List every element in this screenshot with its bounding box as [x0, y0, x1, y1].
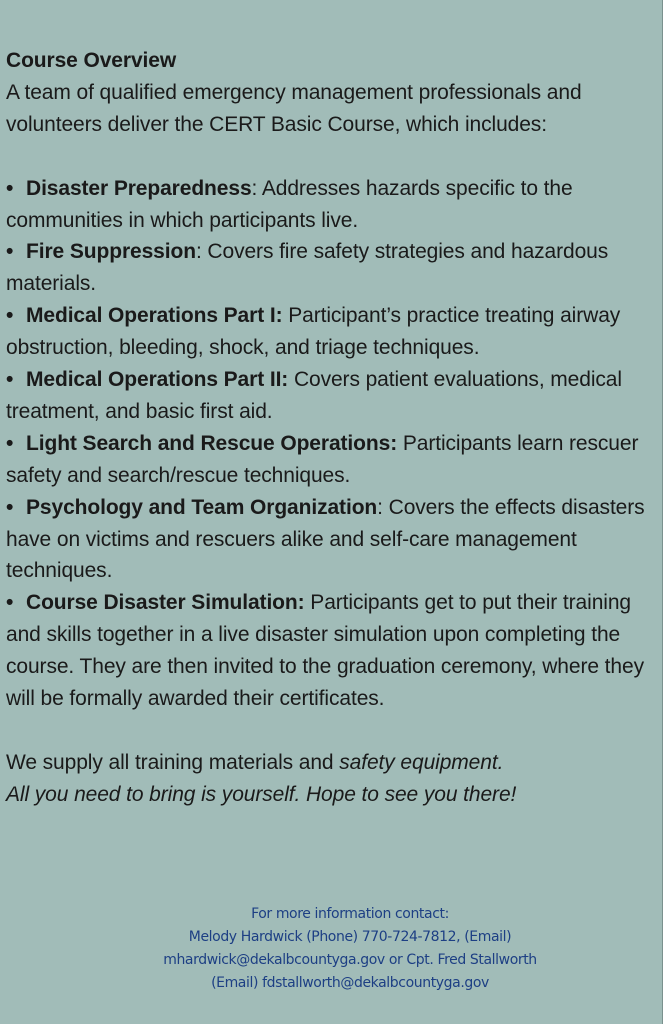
contact-line-phone: Melody Hardwick (Phone) 770-724-7812, (Email): [188, 929, 512, 945]
contact-line-email: mhardwick@dekalbcountyga.gov or Cpt. Fred Stallworth: [163, 952, 537, 968]
topic-fire-suppression: [6, 236, 656, 300]
page-title: Course Overview: [6, 49, 177, 72]
paragraph-spacer: [6, 715, 656, 747]
topic-medical-operations-part-1: [6, 300, 656, 364]
topic-description: Covers patient evaluations, medical treatment, and basic first aid.: [6, 368, 622, 423]
topic-description: : Covers fire safety strategies and hazardous materials.: [6, 240, 609, 296]
intro-paragraph: A team of qualified emergency management professionals and volunteers deliver the CERT Basic Course, which includes:: [6, 80, 582, 136]
contact-line-email-2: (Email) fdstallworth@dekalbcountyga.gov: [211, 975, 489, 991]
bullet-icon: •: [6, 304, 14, 328]
topic-term: Course Disaster Simulation:: [26, 591, 305, 615]
course-topics-list: [6, 173, 656, 715]
topic-description: : Addresses hazards specific to the communities in which participants live.: [6, 176, 573, 232]
bullet-icon: •: [6, 240, 14, 264]
closing-plain-text: We supply all training materials and: [6, 750, 340, 774]
bullet-icon: •: [6, 495, 14, 519]
bullet-icon: •: [6, 431, 14, 455]
bullet-icon: •: [6, 368, 14, 392]
topic-description: Participant’s practice treating airway obstruction, bleeding, shock, and triage techniques.: [6, 304, 621, 360]
closing-invitation: All you need to bring is yourself. Hope to see you there!: [6, 782, 517, 806]
contact-heading: For more information contact:: [251, 906, 449, 922]
topic-course-disaster-simulation: [6, 587, 656, 715]
main-content: [6, 45, 656, 811]
closing-statement: [6, 747, 656, 779]
topic-term: Fire Suppression: [26, 240, 196, 264]
topic-description: Participants learn rescuer safety and search/rescue techniques.: [6, 431, 639, 487]
topic-description: : Covers the effects disasters have on victims and rescuers alike and self-care management techniques.: [6, 495, 645, 583]
topic-description: Participants get to put their training and skills together in a live disaster simulation upon completing the course. They are then invited to the graduation ceremony, where they will be formally awarded their certificates.: [6, 591, 644, 711]
bullet-icon: •: [6, 591, 14, 615]
topic-medical-operations-part-2: [6, 364, 656, 428]
topic-term: Psychology and Team Organization: [26, 495, 378, 519]
topic-disaster-preparedness: [6, 173, 656, 237]
topic-term: Medical Operations Part II:: [26, 368, 289, 392]
topic-psychology-team-organization: [6, 492, 656, 588]
closing-italic-text: safety equipment.: [339, 750, 504, 774]
topic-term: Light Search and Rescue Operations:: [26, 431, 398, 455]
topic-light-search-rescue: [6, 428, 656, 492]
topic-term: Medical Operations Part I:: [26, 304, 283, 328]
contact-info: [0, 903, 663, 995]
topic-term: Disaster Preparedness: [26, 176, 252, 200]
paragraph-spacer: [6, 141, 656, 173]
bullet-icon: •: [6, 176, 14, 200]
